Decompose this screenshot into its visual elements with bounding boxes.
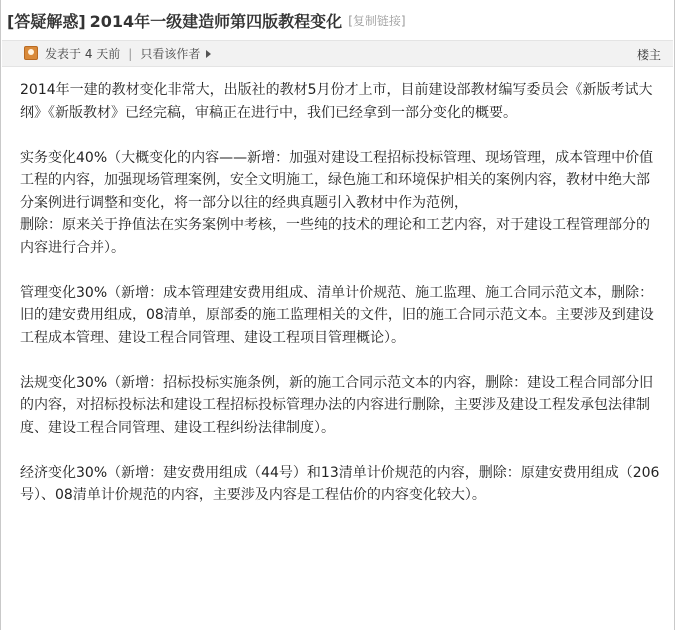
- post-meta-bar: [2, 40, 673, 67]
- copy-link-button[interactable]: [复制链接]: [348, 13, 406, 28]
- content-paragraph-economics: 经济变化30%（新增：建安费用组成（44号）和13清单计价规范的内容，删除：原建安费用组成（206号）、08清单计价规范的内容，主要涉及内容是工程估价的内容变化较大）。: [20, 464, 660, 503]
- thread-category-tag[interactable]: [答疑解惑]: [7, 11, 86, 31]
- content-paragraph-management: 管理变化30%（新增：成本管理建安费用组成、清单计价规范、施工监理、施工合同示范文本，删除：旧的建安费用组成，08清单，原部委的施工监理相关的文件，旧的施工合同示范文本。主要涉及到建设工程成本管理、建设工程合同管理、建设工程项目管理概论）。: [20, 284, 654, 346]
- post-content: [1, 67, 660, 507]
- meta-separator: |: [128, 46, 133, 61]
- content-paragraph-law: 法规变化30%（新增：招标投标实施条例，新的施工合同示范文本的内容，删除：建设工程合同部分旧的内容，对招标投标法和建设工程招标投标管理办法的内容进行删除，主要涉及建设工程发承包法律制度、建设工程合同管理、建设工程纠纷法律制度）。: [20, 374, 654, 436]
- thread-title-bar: [1, 0, 674, 40]
- thread-title: 2014年一级建造师第四版教程变化: [89, 11, 343, 31]
- floor-label: 楼主: [636, 48, 661, 62]
- only-author-link[interactable]: 只看该作者: [140, 47, 201, 61]
- content-paragraph-intro: 2014年一建的教材变化非常大，出版社的教材5月份才上市，目前建设部教材编写委员会《新版考试大纲》《新版教材》已经完稿，审稿正在进行中，我们已经拿到一部分变化的概要。: [20, 82, 653, 121]
- user-avatar-icon[interactable]: [24, 46, 38, 60]
- post-time: 发表于 4 天前: [45, 47, 121, 61]
- arrow-right-icon: [206, 50, 211, 58]
- content-paragraph-practice: 实务变化40%（大概变化的内容——新增：加强对建设工程招标投标管理、现场管理，成本管理中价值工程的内容，加强现场管理案例，安全文明施工，绿色施工和环境保护相关的案例内容，教材中绝大部分案例进行调整和变化，将一部分以往的经典真题引入教材中作为范例， 删除：原来关于挣值法在实务案例中考核，一些纯的技术的理论和工艺内容，对于建设工程管理部分的内容进行合并）。: [20, 149, 654, 256]
